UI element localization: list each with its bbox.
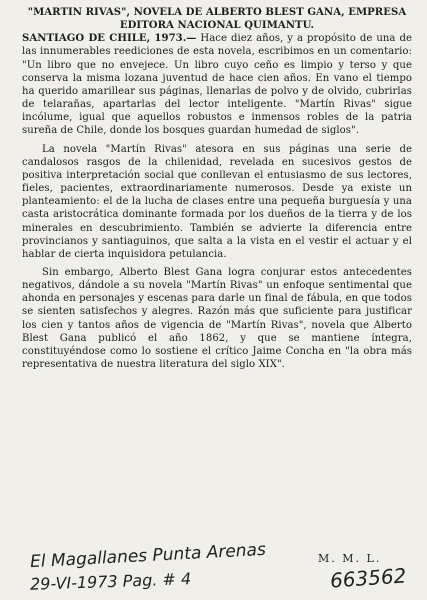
stamp-initials: M. M. L.: [318, 552, 382, 565]
article-body: [22, 6, 412, 371]
article-paragraph-1: [22, 32, 412, 137]
article-heading: "MARTIN RIVAS", NOVELA DE ALBERTO BLEST GANA, EMPRESA EDITORA NACIONAL QUIMANTU.: [27, 7, 407, 32]
handwritten-catalog-number: 663562: [329, 563, 408, 593]
article-paragraph-3: Sin embargo, Alberto Blest Gana logra conjurar estos antecedentes negativos, dándole a su novela "Martín Rivas" un enfoque sentimental que ahonda en personajes y escenas para darle un final de fábula, en que todos se sienten satisfechos y alegres. Razón más que suficiente para justificar los cien y tantos años de vigencia de "Martín Rivas", novela que Alberto Blest Gana publicó el año 1862, y que se mantiene íntegra, constituyéndose como lo sostiene el crítico Jaime Concha en "la obra más representativa de nuestra literatura del siglo XIX".: [22, 266, 412, 371]
handwritten-annotations: [0, 540, 427, 600]
article-paragraph-2: La novela "Martín Rivas" atesora en sus páginas una serie de candalosos rasgos de la chilenidad, revelada en sucesivos gestos de positiva interpretación social que conllevan el entusiasmo de sus lectores, fieles, pacientes, extraordinariamente numerosos. Desde ya existe un planteamiento: el de la lucha de clases entre una pequeña burguesía y una casta aristocrática dominante formada por los dueños de la tierra y de los minerales en descubrimiento. También se advierte la diferencia entre provincianos y santiaguinos, que salta a la vista en el vestir el actuar y el hablar de cierta inquisidora petulancia.: [22, 143, 412, 260]
handwritten-source: El Magallanes Punta Arenas: [29, 539, 267, 573]
article-paragraph-1-text: Hace diez años, y a propósito de una de las innumerables reediciones de esta novela, escribimos en un comentario: "Un libro que no envejece. Un libro cuyo ceño es limpio y terso y que conserva la misma lozana juventud de hace cien años. En vano el tiempo ha querido amarillear sus páginas, llenarlas de polvo y de olvido, cubrirlas de telarañas, apartarlas del lector inteligente. "Martín Rivas" sigue incólume, igual que aquellos robustos e inmensos robles de la patria sureña de Chile, donde los bosques guardan humedad de siglos".: [22, 33, 412, 137]
handwritten-date-page: 29-VI-1973 Pag. # 4: [29, 569, 192, 594]
article-dateline: SANTIAGO DE CHILE, 1973.—: [22, 33, 197, 45]
